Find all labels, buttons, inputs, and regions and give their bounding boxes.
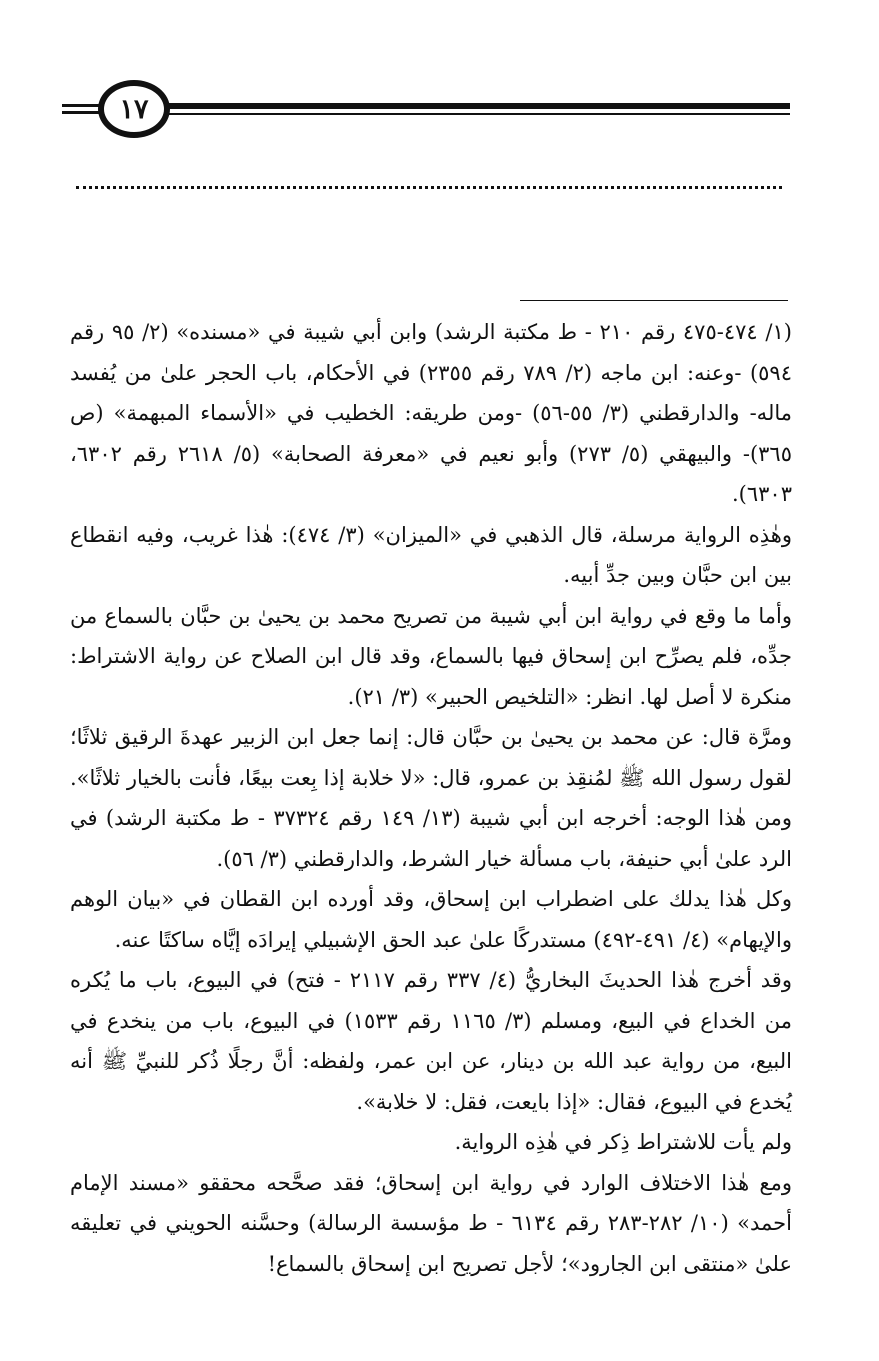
paragraph-7: ولم يأت للاشتراط ذِكر في هٰذِه الرواية. [454, 1130, 792, 1154]
header-rule-right-thick [166, 103, 790, 109]
footnote-text [70, 312, 792, 1284]
paragraph-2: وهٰذِه الرواية مرسلة، قال الذهبي في «الميزان» (٣/ ٤٧٤): هٰذا غريب، وفيه انقطاع بين ابن حبَّان وبين جدِّ أبيه. [70, 522, 792, 587]
header-rule-left-upper [62, 104, 102, 107]
page-header [0, 0, 879, 200]
paragraph-1: (١/ ٤٧٤-٤٧٥ رقم ٢١٠ - ط مكتبة الرشد) وابن أبي شيبة في «مسنده» (٢/ ٩٥ رقم ٥٩٤) -وعنه: ابن ماجه (٢/ ٧٨٩ رقم ٢٣٥٥) في الأحكام، باب الحجر علىٰ من يُفسد ماله- والدارقطني (٣/ ٥٥-٥٦) -ومن طريقه: الخطيب في «الأسماء المبهمة» (ص ٣٦٥)- والبيهقي (٥/ ٢٧٣) وأبو نعيم في «معرفة الصحابة» (٥/ ٢٦١٨ رقم ٦٣٠٢، ٦٣٠٣). [70, 320, 792, 506]
page-number: ١٧ [98, 80, 170, 138]
paragraph-6: وقد أخرج هٰذا الحديثَ البخاريُّ (٤/ ٣٣٧ رقم ٢١١٧ - فتح) في البيوع، باب ما يُكره من الخداع في البيع، ومسلم (٣/ ١١٦٥ رقم ١٥٣٣) في البيوع، باب من ينخدع في البيع، من رواية عبد الله بن دينار، عن ابن عمر، ولفظه: أنَّ رجلًا ذُكر للنبيِّ ﷺ أنه يُخدع في البيوع، فقال: «إذا بايعت، فقل: لا خلابة». [70, 968, 792, 1114]
footnote-rule [520, 300, 788, 301]
paragraph-4: ومرَّة قال: عن محمد بن يحيىٰ بن حبَّان قال: إنما جعل ابن الزبير عهدةَ الرقيق ثلاثًا؛ لقول رسول الله ﷺ لمُنقِذ بن عمرو، قال: «لا خلابة إذا بِعت بيعًا، فأنت بالخيار ثلاثًا». ومن هٰذا الوجه: أخرجه ابن أبي شيبة (١٣/ ١٤٩ رقم ٣٧٣٢٤ - ط مكتبة الرشد) في الرد علىٰ أبي حنيفة، باب مسألة خيار الشرط، والدارقطني (٣/ ٥٦). [70, 725, 792, 871]
paragraph-5: وكل هٰذا يدلك على اضطراب ابن إسحاق، وقد أورده ابن القطان في «بيان الوهم والإيهام» (٤/ ٤٩١-٤٩٢) مستدركًا علىٰ عبد الحق الإشبيلي إيرادَه إيَّاه ساكتًا عنه. [70, 887, 792, 952]
paragraph-3: وأما ما وقع في رواية ابن أبي شيبة من تصريح محمد بن يحيىٰ بن حبَّان بالسماع من جدِّه، فلم يصرِّح ابن إسحاق فيها بالسماع، وقد قال ابن الصلاح عن رواية الاشتراط: منكرة لا أصل لها. انظر: «التلخيص الحبير» (٣/ ٢١). [70, 603, 792, 709]
paragraph-8: ومع هٰذا الاختلاف الوارد في رواية ابن إسحاق؛ فقد صحَّحه محققو «مسند الإمام أحمد» (١٠/ ٢٨٢-٢٨٣ رقم ٦١٣٤ - ط مؤسسة الرسالة) وحسَّنه الحويني في تعليقه علىٰ «منتقى ابن الجارود»؛ لأجل تصريح ابن إسحاق بالسماع! [70, 1170, 792, 1276]
header-rule-right-thin [166, 113, 790, 115]
dotted-separator [76, 186, 782, 189]
header-rule-left-lower [62, 111, 102, 114]
